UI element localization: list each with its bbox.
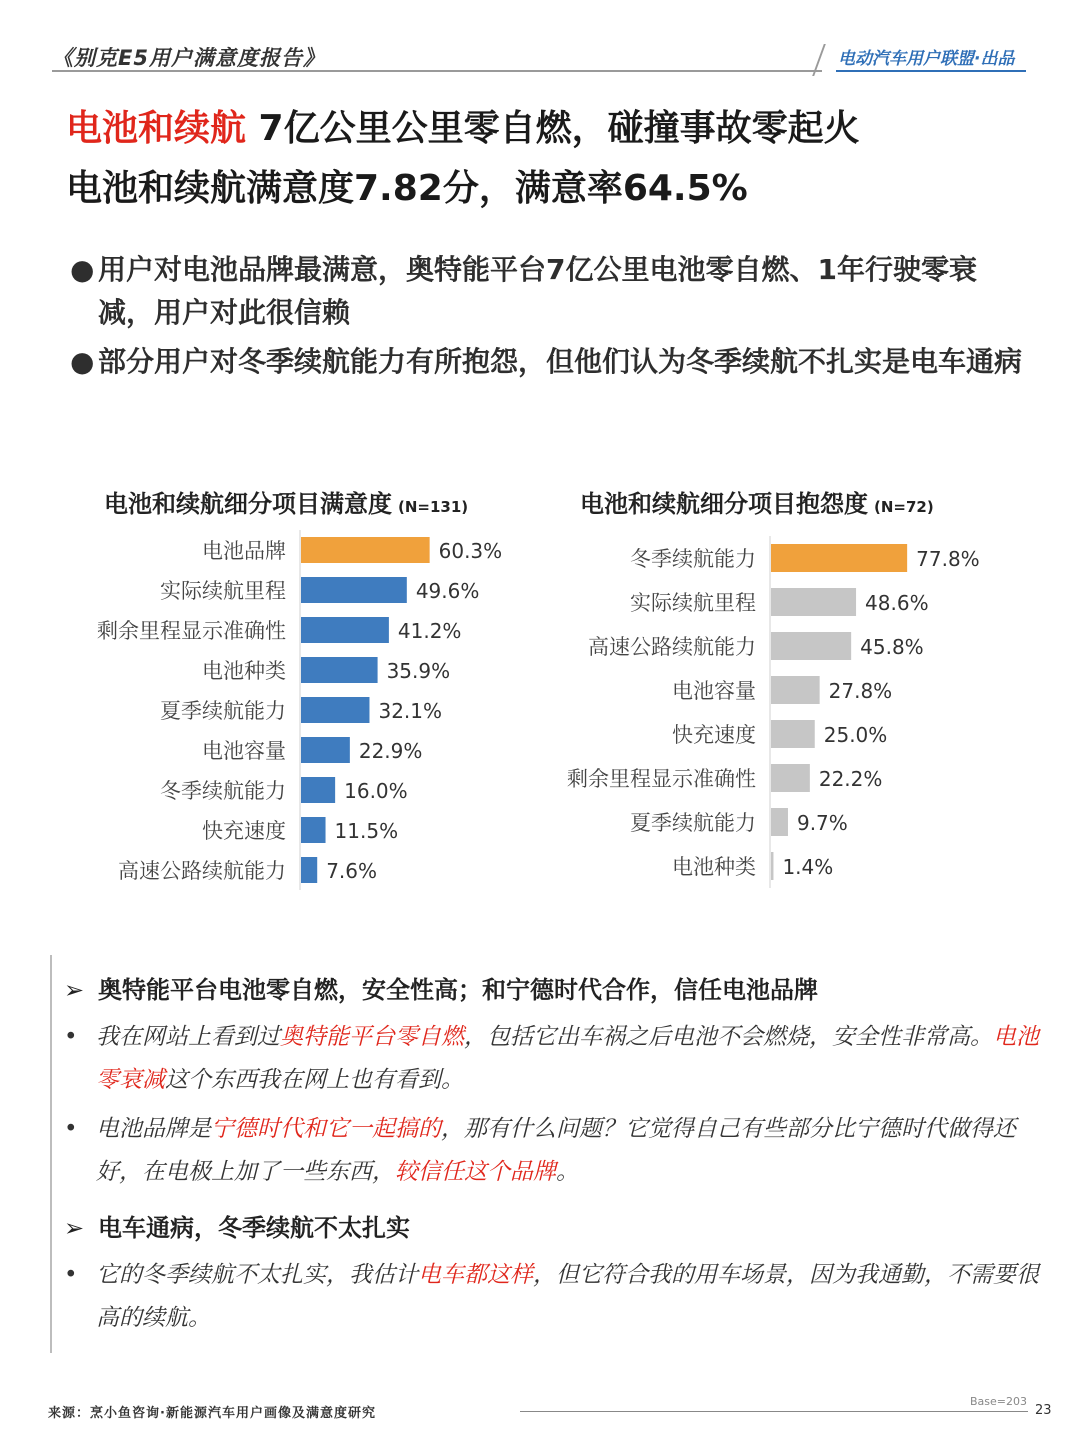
bar xyxy=(771,544,907,572)
bar xyxy=(301,617,389,643)
category-label: 冬季续航能力 xyxy=(160,779,286,803)
data-label: 22.2% xyxy=(818,767,883,791)
quote-heading-safety xyxy=(64,970,818,1005)
bar xyxy=(301,537,430,563)
publisher-underline xyxy=(836,70,1026,72)
data-label: 1.4% xyxy=(782,855,834,879)
data-label: 48.6% xyxy=(865,591,929,615)
chart-title-complaint xyxy=(580,484,934,519)
quote-item xyxy=(64,1108,1039,1194)
quote-segment: ，那有什么问题？它觉得自己有些部分比宁德时代做得还好，在电极上加了一些东西， xyxy=(96,1116,1016,1185)
quote-segment: 这个东西我在网上也有看到。 xyxy=(165,1067,464,1093)
quote-highlight: 奥特能平台零自燃 xyxy=(280,1024,464,1050)
data-label: 77.8% xyxy=(916,547,980,571)
data-label: 49.6% xyxy=(415,579,480,603)
category-label: 剩余里程显示准确性 xyxy=(97,619,286,643)
quote-highlight: 较信任这个品牌 xyxy=(395,1159,556,1185)
key-findings xyxy=(70,248,1030,389)
data-label: 35.9% xyxy=(386,659,451,683)
finding-text: 部分用户对冬季续航能力有所抱怨，但他们认为冬季续航不扎实是电车通病 xyxy=(98,345,1023,378)
quote-section-rule xyxy=(50,955,52,1353)
bar xyxy=(771,588,856,616)
data-label: 32.1% xyxy=(378,699,443,723)
chart-title-text: 电池和续航细分项目抱怨度 xyxy=(580,490,868,518)
quote-highlight: 宁德时代和它一起搞的 xyxy=(211,1116,441,1142)
quote-segment: ，包括它出车祸之后电池不会燃烧，安全性非常高。 xyxy=(464,1024,993,1050)
satisfaction-bar-chart xyxy=(60,530,560,900)
data-label: 9.7% xyxy=(796,811,848,835)
base-size: Base=203 xyxy=(970,1395,1027,1408)
category-label: 夏季续航能力 xyxy=(160,699,286,723)
headline-line1 xyxy=(66,100,860,151)
bar xyxy=(771,720,815,748)
quote-item xyxy=(64,1016,1039,1102)
category-label: 冬季续航能力 xyxy=(630,547,756,571)
bullet-icon: • xyxy=(64,1024,78,1050)
quote-heading-text: 奥特能平台电池零自燃，安全性高；和宁德时代合作，信任电池品牌 xyxy=(98,976,818,1004)
chart-title-text: 电池和续航细分项目满意度 xyxy=(104,490,392,518)
quote-segment: ，但它符合我的用车场景，因为我通勤，不需要很高的续航。 xyxy=(96,1262,1039,1331)
footer-divider xyxy=(520,1411,1028,1412)
bar xyxy=(301,697,369,723)
arrow-right-icon: ➢ xyxy=(64,976,85,1004)
bar xyxy=(771,852,773,880)
data-label: 11.5% xyxy=(334,819,399,843)
quote-highlight: 电池零衰减 xyxy=(96,1024,1039,1093)
quote-text xyxy=(64,1254,1039,1340)
category-label: 实际续航里程 xyxy=(160,579,286,603)
bar xyxy=(301,817,326,843)
category-label: 快充速度 xyxy=(202,819,286,843)
finding-item xyxy=(70,340,1030,383)
bar xyxy=(771,632,851,660)
headline-topic: 电池和续航 xyxy=(66,108,247,149)
bar xyxy=(771,764,810,792)
complaint-bar-chart xyxy=(540,536,1040,896)
bar xyxy=(771,676,820,704)
quote-segment: 。 xyxy=(556,1159,579,1185)
category-label: 电池容量 xyxy=(202,739,286,763)
category-label: 高速公路续航能力 xyxy=(118,859,286,883)
data-label: 45.8% xyxy=(860,635,924,659)
quote-item xyxy=(64,1254,1039,1340)
category-label: 快充速度 xyxy=(672,723,756,747)
data-label: 60.3% xyxy=(438,539,503,563)
header-divider xyxy=(52,70,822,72)
data-label: 27.8% xyxy=(828,679,893,703)
headline-line2: 电池和续航满意度7.82分，满意率64.5% xyxy=(66,168,748,209)
data-label: 22.9% xyxy=(358,739,423,763)
finding-text: 用户对电池品牌最满意，奥特能平台7亿公里电池零自燃、1年行驶零衰减，用户对此很信赖 xyxy=(98,253,977,329)
data-label: 41.2% xyxy=(397,619,462,643)
bullet-dot-icon: ● xyxy=(70,253,95,286)
quote-heading-text: 电车通病，冬季续航不太扎实 xyxy=(98,1214,410,1242)
category-label: 电池种类 xyxy=(202,659,286,683)
arrow-right-icon: ➢ xyxy=(64,1214,85,1242)
bullet-icon: • xyxy=(64,1116,78,1142)
finding-item xyxy=(70,248,1030,334)
bullet-icon: • xyxy=(64,1262,78,1288)
chart-sample-size: (N=131) xyxy=(398,498,469,516)
headline-claim: 7亿公里公里零自燃，碰撞事故零起火 xyxy=(246,108,860,149)
category-label: 电池容量 xyxy=(672,679,756,703)
quote-segment: 它的冬季续航不太扎实，我估计 xyxy=(96,1262,418,1288)
category-label: 电池种类 xyxy=(672,855,756,879)
quote-segment: 电池品牌是 xyxy=(96,1116,211,1142)
bar xyxy=(301,657,378,683)
quote-heading-winter xyxy=(64,1208,410,1243)
quote-text xyxy=(64,1016,1039,1102)
quote-highlight: 电车都这样 xyxy=(418,1262,533,1288)
bar xyxy=(301,737,350,763)
source-note: 来源：烹小鱼咨询·新能源汽车用户画像及满意度研究 xyxy=(48,1406,376,1421)
bar xyxy=(301,857,317,883)
category-label: 夏季续航能力 xyxy=(630,811,756,835)
category-label: 电池品牌 xyxy=(202,539,286,563)
bar xyxy=(301,777,335,803)
data-label: 16.0% xyxy=(344,779,408,803)
quote-text xyxy=(64,1108,1039,1194)
data-label: 25.0% xyxy=(823,723,888,747)
category-label: 实际续航里程 xyxy=(630,591,756,615)
bullet-dot-icon: ● xyxy=(70,345,95,378)
bar xyxy=(301,577,407,603)
data-label: 7.6% xyxy=(326,859,378,883)
chart-title-satisfaction xyxy=(104,484,468,519)
report-title: 《别克E5用户满意度报告》 xyxy=(52,46,325,70)
chart-sample-size: (N=72) xyxy=(874,498,934,516)
quote-segment: 我在网站上看到过 xyxy=(96,1024,280,1050)
bar xyxy=(771,808,788,836)
publisher-label: 电动汽车用户联盟·出品 xyxy=(838,49,1015,69)
category-label: 剩余里程显示准确性 xyxy=(567,767,756,791)
category-label: 高速公路续航能力 xyxy=(588,635,756,659)
page-number: 23 xyxy=(1035,1403,1052,1418)
